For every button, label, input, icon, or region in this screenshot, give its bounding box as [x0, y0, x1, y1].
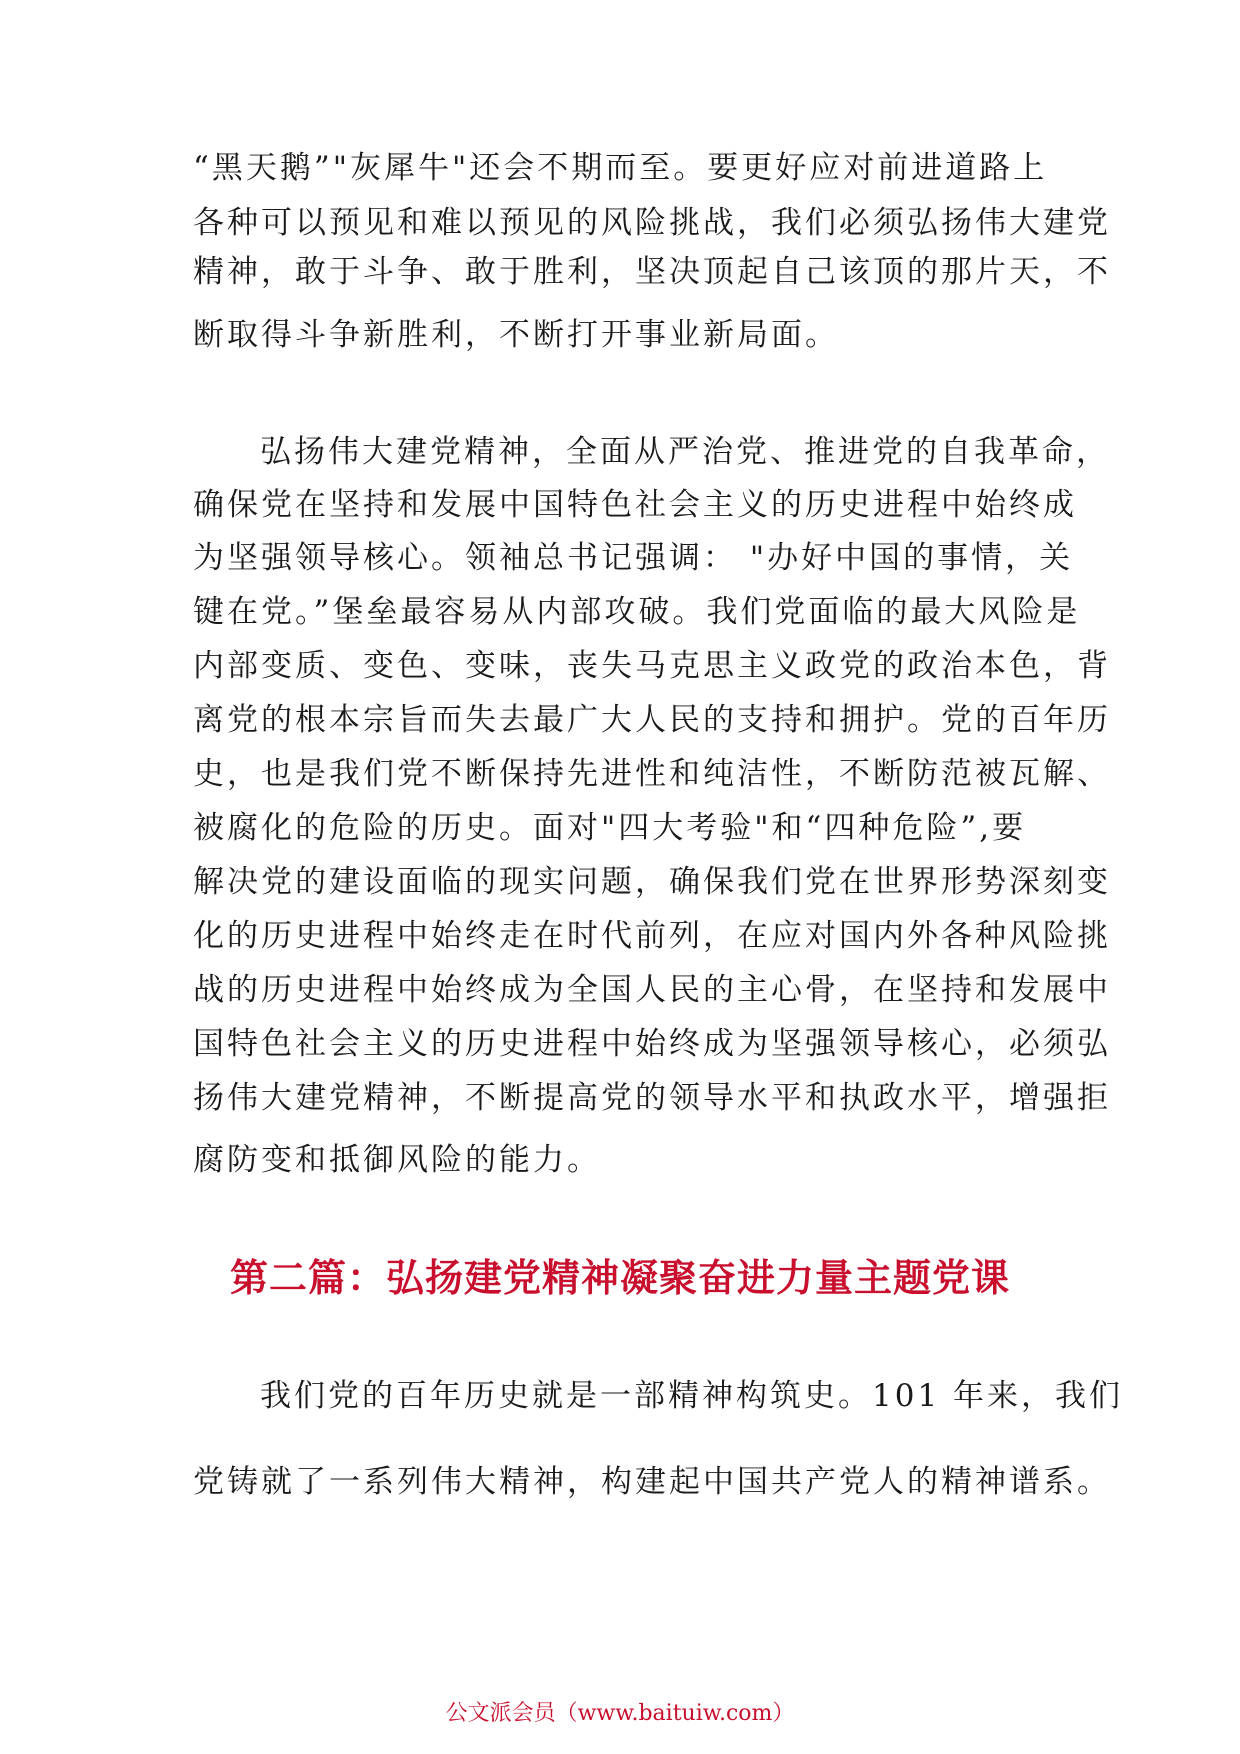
paragraph-line: 为坚强领导核心。领袖总书记强调： "办好中国的事情，关: [193, 540, 1074, 576]
paragraph-line: 各种可以预见和难以预见的风险挑战，我们必须弘扬伟大建党: [193, 205, 1111, 241]
paragraph-line: 精神，敢于斗争、敢于胜利，坚决顶起自己该顶的那片天，不: [193, 254, 1111, 290]
paragraph-line: 国特色社会主义的历史进程中始终成为坚强领导核心，必须弘: [193, 1026, 1111, 1062]
paragraph-line: 被腐化的危险的历史。面对"四大考验"和“四种危险”,要: [193, 810, 1027, 846]
paragraph-line: 史，也是我们党不断保持先进性和纯洁性，不断防范被瓦解、: [193, 756, 1111, 792]
paragraph-line: 确保党在坚持和发展中国特色社会主义的历史进程中始终成: [193, 487, 1077, 523]
paragraph-line: 腐防变和抵御风险的能力。: [193, 1142, 601, 1178]
paragraph-line: 党铸就了一系列伟大精神，构建起中国共产党人的精神谱系。: [193, 1464, 1111, 1500]
paragraph-line: 弘扬伟大建党精神，全面从严治党、推进党的自我革命，: [260, 434, 1110, 470]
paragraph-line: 键在党。”堡垒最容易从内部攻破。我们党面临的最大风险是: [193, 594, 1081, 630]
paragraph-line: 化的历史进程中始终走在时代前列，在应对国内外各种风险挑: [193, 918, 1111, 954]
page-footer: 公文派会员（www.baituiw.com）: [445, 1701, 795, 1726]
paragraph-line: 我们党的百年历史就是一部精神构筑史。101 年来，我们: [260, 1378, 1124, 1414]
paragraph-line: 扬伟大建党精神，不断提高党的领导水平和执政水平，增强拒: [193, 1080, 1111, 1116]
paragraph-line: 断取得斗争新胜利，不断打开事业新局面。: [193, 317, 839, 353]
paragraph-line: “黑天鹅”"灰犀牛"还会不期而至。要更好应对前进道路上: [193, 150, 1048, 186]
paragraph-line: 内部变质、变色、变味，丧失马克思主义政党的政治本色，背: [193, 648, 1111, 684]
paragraph-line: 战的历史进程中始终成为全国人民的主心骨，在坚持和发展中: [193, 972, 1111, 1008]
paragraph-line: 离党的根本宗旨而失去最广大人民的支持和拥护。党的百年历: [193, 702, 1111, 738]
section-heading: 第二篇：弘扬建党精神凝聚奋进力量主题党课: [229, 1256, 1010, 1300]
paragraph-line: 解决党的建设面临的现实问题，确保我们党在世界形势深刻变: [193, 864, 1111, 900]
